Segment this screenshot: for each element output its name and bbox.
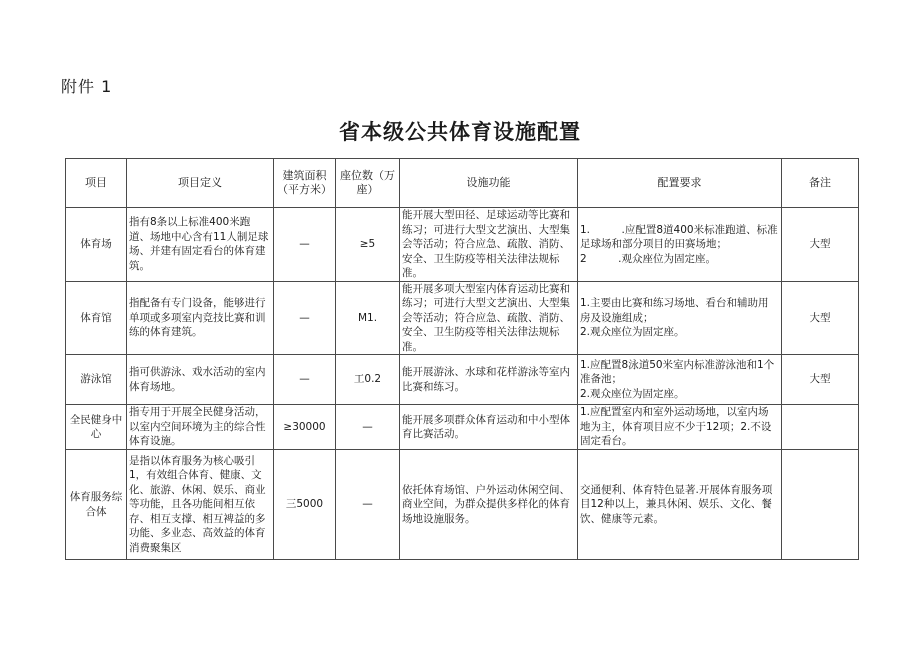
definition-cell: 指配备有专门设备，能够进行单项或多项室内竞技比赛和训练的体育建筑。 bbox=[127, 281, 274, 355]
requirement-line: 2.观众座位为固定座。 bbox=[580, 387, 685, 400]
table-header-row bbox=[66, 159, 859, 208]
note-cell bbox=[782, 405, 859, 450]
function-cell: 能开展多项大型室内体育运动比赛和练习；可进行大型文艺演出、大型集会等活动；符合应急、疏散、消防、安全、卫生防疫等相关法律法规标准。 bbox=[400, 281, 578, 355]
requirements-cell bbox=[578, 208, 782, 282]
table-row bbox=[66, 405, 859, 450]
area-cell: — bbox=[274, 355, 336, 405]
requirement-line: 交通便利、体育特色显著.开展体育服务项目12种以上，兼具休闲、娱乐、文化、餐饮、健康等元素。 bbox=[580, 483, 773, 525]
project-cell: 体育服务综合体 bbox=[66, 450, 127, 560]
requirement-line: 2.观众座位为固定座。 bbox=[580, 326, 685, 338]
function-cell: 依托体育场馆、户外运动休闲空间、商业空间，为群众提供多样化的体育场地设施服务。 bbox=[400, 450, 578, 560]
requirements-cell bbox=[578, 405, 782, 450]
column-header: 建筑面积（平方米） bbox=[274, 159, 336, 208]
area-cell: — bbox=[274, 281, 336, 355]
function-cell: 能开展多项群众体育运动和中小型体育比赛活动。 bbox=[400, 405, 578, 450]
area-cell: ≥30000 bbox=[274, 405, 336, 450]
project-cell: 游泳馆 bbox=[66, 355, 127, 405]
facility-config-table bbox=[65, 158, 859, 560]
table-row bbox=[66, 208, 859, 282]
definition-cell: 指专用于开展全民健身活动，以室内空间环境为主的综合性体育设施。 bbox=[127, 405, 274, 450]
seats-cell: 工0.2 bbox=[336, 355, 400, 405]
requirement-line: 1.应配置8泳道50米室内标准游泳池和1个准备池； bbox=[580, 358, 775, 386]
attachment-label: 附件 1 bbox=[61, 77, 113, 96]
column-header: 设施功能 bbox=[400, 159, 578, 208]
column-header: 项目定义 bbox=[127, 159, 274, 208]
seats-cell: — bbox=[336, 450, 400, 560]
definition-cell: 指可供游泳、戏水活动的室内体育场地。 bbox=[127, 355, 274, 405]
column-header: 备注 bbox=[782, 159, 859, 208]
requirement-line: 1.主要由比赛和练习场地、看台和辅助用房及设施组成； bbox=[580, 297, 769, 324]
area-cell: — bbox=[274, 208, 336, 282]
seats-cell: ≥5 bbox=[336, 208, 400, 282]
seats-cell: — bbox=[336, 405, 400, 450]
project-cell: 全民健身中心 bbox=[66, 405, 127, 450]
area-cell: 三5000 bbox=[274, 450, 336, 560]
column-header: 配置要求 bbox=[578, 159, 782, 208]
function-cell: 能开展大型田径、足球运动等比赛和练习；可进行大型文艺演出、大型集会等活动；符合应急、疏散、消防、安全、卫生防疫等相关法律法规标准。 bbox=[400, 208, 578, 282]
requirements-cell bbox=[578, 450, 782, 560]
note-cell bbox=[782, 450, 859, 560]
definition-cell: 是指以体育服务为核心吸引1，有效组合体育、健康、文化、旅游、休闲、娱乐、商业等功能，且各功能间相互依存、相互支撑、相互裨益的多功能、多业态、高效益的体育消费聚集区 bbox=[127, 450, 274, 560]
project-cell: 体育馆 bbox=[66, 281, 127, 355]
table-row bbox=[66, 450, 859, 560]
page-title: 省本级公共体育设施配置 bbox=[339, 120, 581, 144]
project-cell: 体育场 bbox=[66, 208, 127, 282]
requirement-line: 2 .观众座位为固定座。 bbox=[580, 252, 717, 265]
note-cell: 大型 bbox=[782, 208, 859, 282]
requirement-line: 1.应配置室内和室外运动场地，以室内场地为主，体育项目应不少于12项；2.不设固定看台。 bbox=[580, 406, 772, 448]
function-cell: 能开展游泳、水球和花样游泳等室内比赛和练习。 bbox=[400, 355, 578, 405]
requirements-cell bbox=[578, 355, 782, 405]
note-cell: 大型 bbox=[782, 281, 859, 355]
seats-cell: M1. bbox=[336, 281, 400, 355]
column-header: 项目 bbox=[66, 159, 127, 208]
requirement-line: 1. .应配置8道400米标准跑道、标准足球场和部分项目的田赛场地； bbox=[580, 223, 778, 250]
definition-cell: 指有8条以上标准400米跑道、场地中心含有11人制足球场、并建有固定看台的体育建筑。 bbox=[127, 208, 274, 282]
column-header: 座位数（万座） bbox=[336, 159, 400, 208]
note-cell: 大型 bbox=[782, 355, 859, 405]
requirements-cell bbox=[578, 281, 782, 355]
table-row bbox=[66, 281, 859, 355]
table-row bbox=[66, 355, 859, 405]
